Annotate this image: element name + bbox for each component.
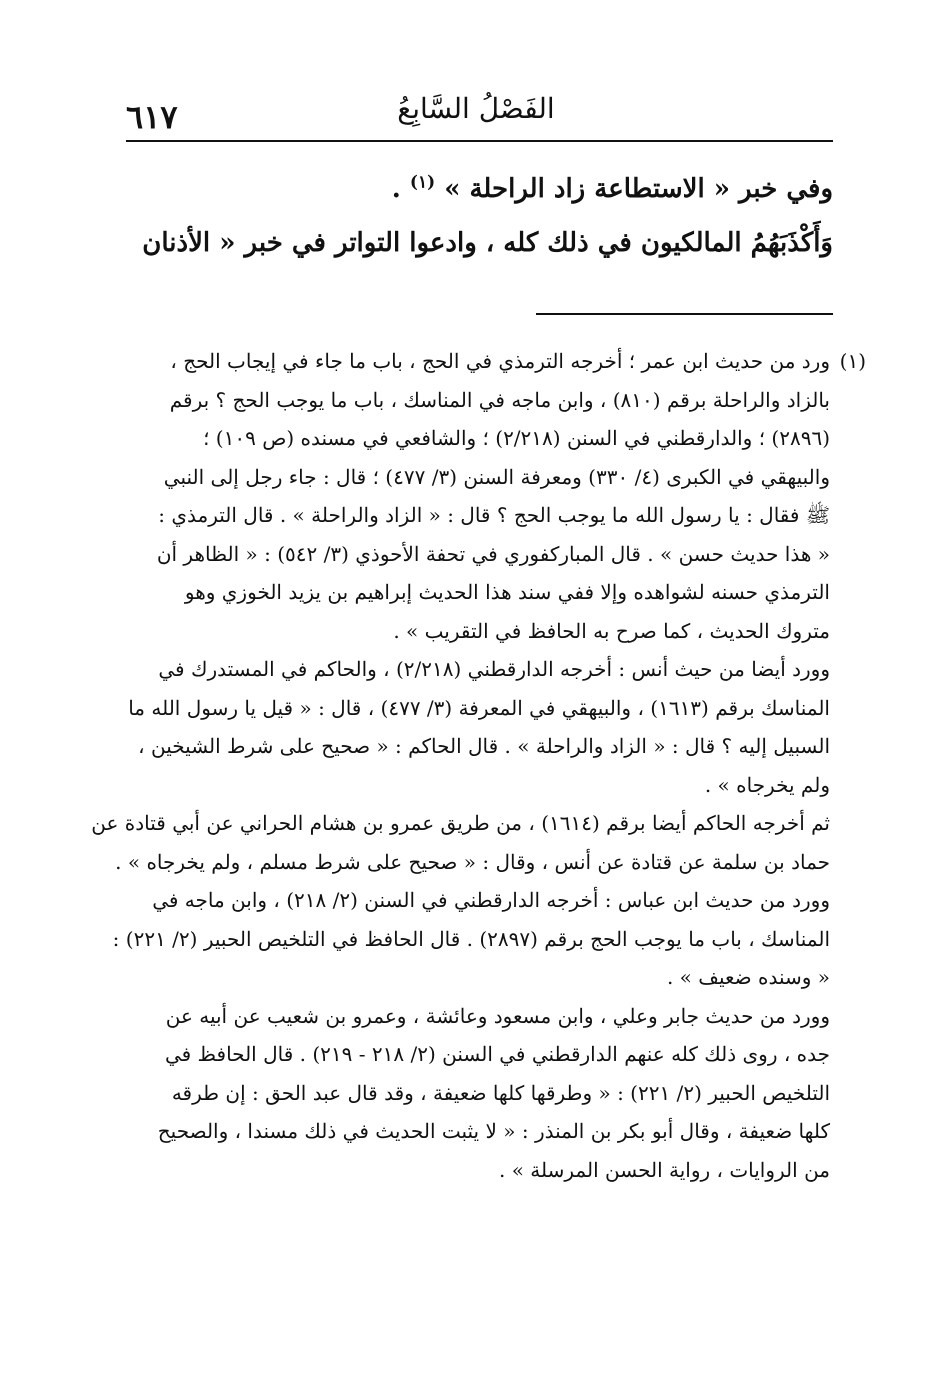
footnote-line: وورد من حديث جابر وعلي ، وابن مسعود وعائشة ، وعمرو بن شعيب عن أبيه عن (165, 1003, 830, 1028)
chapter-title: الفَصْلُ السَّابِعُ (397, 92, 555, 125)
footnote-reference[interactable]: (١) (409, 172, 436, 193)
footnote-line: « هذا حديث حسن » . قال المباركفوري في تحفة الأحوذي (٣/ ٥٤٢) : « الظاهر أن (156, 541, 830, 566)
main-line-1-text: وفي خبر « الاستطاعة زاد الراحلة » (435, 174, 833, 204)
footnote-line: ولم يخرجاه » . (704, 772, 830, 797)
footnotes (91, 342, 866, 1189)
footnote-line: كلها ضعيفة ، وقال أبو بكر بن المنذر : « لا يثبت الحديث في ذلك مسندا ، والصحيح (157, 1119, 830, 1143)
footnote-line-text: ورد من حديث ابن عمر ؛ أخرجه الترمذي في الحج ، باب ما جاء في إيجاب الحج ، (170, 349, 830, 373)
footnote-line (126, 342, 866, 381)
footnote-line: متروك الحديث ، كما صرح به الحافظ في التقريب » . (393, 618, 830, 643)
footnote-line: حماد بن سلمة عن قتادة عن أنس ، وقال : « صحيح على شرط مسلم ، ولم يخرجاه » . (115, 849, 830, 874)
footnote-line: الترمذي حسنه لشواهده وإلا ففي سند هذا الحديث إبراهيم بن يزيد الخوزي وهو (184, 580, 830, 604)
footnote-line: السبيل إليه ؟ قال : « الزاد والراحلة » . قال الحاكم : « صحيح على شرط الشيخين ، (138, 734, 830, 758)
main-line-1-end: . (391, 174, 410, 204)
footnote-line: ثم أخرجه الحاكم أيضا برقم (١٦١٤) ، من طريق عمرو بن هشام الحراني عن أبي قتادة عن (91, 811, 830, 835)
footnote-separator (536, 313, 833, 315)
page-number: ٦١٧ (126, 98, 178, 136)
footnote-line: وورد من حديث ابن عباس : أخرجه الدارقطني في السنن (٢/ ٢١٨) ، وابن ماجه في (152, 888, 830, 912)
footnote-line: (٢٨٩٦) ؛ والدارقطني في السنن (٢/٢١٨) ؛ والشافعي في مسنده (ص ١٠٩) ؛ (203, 426, 830, 450)
footnote-line: التلخيص الحبير (٢/ ٢٢١) : « وطرقها كلها ضعيفة ، وقد قال عبد الحق : إن طرقه (171, 1080, 830, 1105)
footnote-line: من الروايات ، رواية الحسن المرسلة » . (498, 1157, 830, 1182)
footnote-line: المناسك ، باب ما يوجب الحج برقم (٢٨٩٧) . قال الحافظ في التلخيص الحبير (٢/ ٢٢١) : (112, 926, 830, 951)
header-rule (126, 140, 833, 142)
footnote-line: « وسنده ضعيف » . (666, 965, 830, 989)
main-text (126, 162, 833, 270)
footnote-marker: (١) (839, 349, 866, 373)
footnote-line: جده ، روى ذلك كله عنهم الدارقطني في السنن (٢/ ٢١٨ - ٢١٩) . قال الحافظ في (164, 1042, 830, 1066)
footnote-line: والبيهقي في الكبرى (٤/ ٣٣٠) ومعرفة السنن (٣/ ٤٧٧) ؛ قال : جاء رجل إلى النبي (163, 464, 830, 489)
footnote-line: المناسك برقم (١٦١٣) ، والبيهقي في المعرفة (٣/ ٤٧٧) ، قال : « قيل يا رسول الله ما (128, 695, 830, 720)
main-line-1 (126, 162, 833, 216)
footnote-line: ﷺ فقال : يا رسول الله ما يوجب الحج ؟ قال : « الزاد والراحلة » . قال الترمذي : (158, 503, 830, 527)
main-line-2: وَأَكْذَبَهُمُ المالكيون في ذلك كله ، وادعوا التواتر في خبر « الأذنان (142, 228, 833, 258)
footnote-line: بالزاد والراحلة برقم (٨١٠) ، وابن ماجه في المناسك ، باب ما يوجب الحج ؟ برقم (169, 387, 830, 412)
footnote-line: وورد أيضا من حيث أنس : أخرجه الدارقطني (٢/٢١٨) ، والحاكم في المستدرك في (158, 657, 830, 681)
